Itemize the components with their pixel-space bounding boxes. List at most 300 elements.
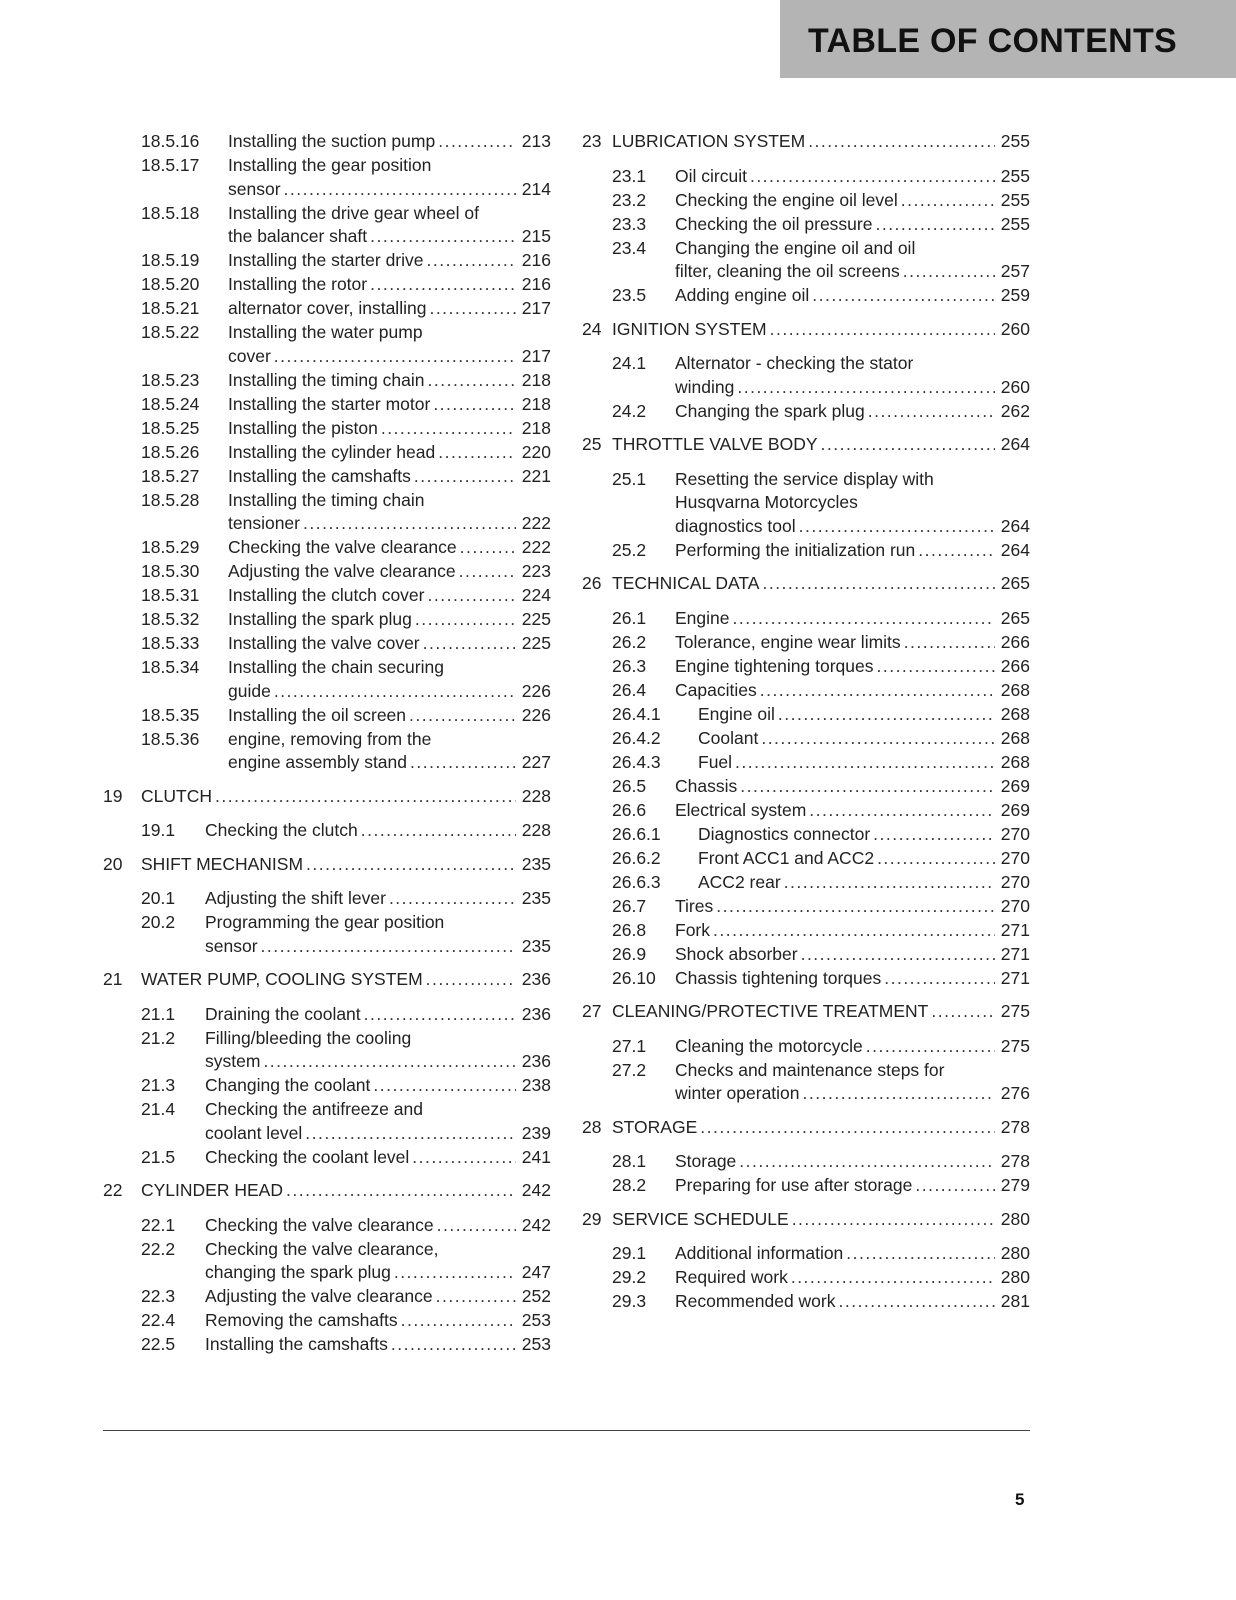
toc-page-number: 262 <box>1000 400 1030 421</box>
toc-page-number: 236 <box>521 1051 551 1071</box>
toc-section-entry[interactable] <box>103 560 551 584</box>
toc-page-number: 247 <box>521 1262 551 1282</box>
toc-section-entry[interactable] <box>103 819 551 843</box>
toc-entry-number: 29.1 <box>612 1243 647 1263</box>
toc-section-entry[interactable] <box>582 703 1030 727</box>
dot-leader <box>412 1146 516 1170</box>
toc-page-number: 266 <box>1000 631 1030 652</box>
toc-section-entry[interactable] <box>103 273 551 297</box>
toc-entry-number: 27 <box>582 1001 602 1021</box>
toc-entry-number: 26 <box>582 573 602 593</box>
dot-leader <box>427 249 516 273</box>
toc-page-number: 276 <box>1000 1083 1030 1103</box>
toc-entry-title: Chassis <box>675 775 738 796</box>
toc-section-entry[interactable] <box>582 468 1030 539</box>
toc-entry-title: Installing the piston <box>228 417 378 438</box>
toc-chapter-entry[interactable] <box>582 572 1030 596</box>
toc-entry-number: 26.4.1 <box>612 703 661 724</box>
toc-entry-title: Installing the clutch cover <box>228 585 425 605</box>
toc-entry-title: Checking the engine oil level <box>675 189 898 210</box>
toc-section-entry[interactable] <box>103 1074 551 1098</box>
toc-entry-title: system <box>205 1051 261 1071</box>
toc-section-entry[interactable] <box>103 1309 551 1333</box>
toc-page-number: 275 <box>1000 1035 1030 1056</box>
dot-leader <box>438 441 516 465</box>
toc-section-entry[interactable] <box>582 823 1030 847</box>
toc-page-number: 222 <box>521 537 551 557</box>
toc-entry-title: SERVICE SCHEDULE <box>612 1208 789 1229</box>
toc-section-entry[interactable] <box>103 704 551 728</box>
toc-section-entry[interactable] <box>103 632 551 656</box>
dot-leader <box>873 823 995 847</box>
dot-leader <box>750 165 995 189</box>
toc-entry-title: Installing the water pump <box>228 322 423 342</box>
toc-section-entry[interactable] <box>582 539 1030 563</box>
toc-entry-number: 18.5.36 <box>141 728 200 749</box>
page-number: 5 <box>1015 1490 1025 1509</box>
toc-entry-number: 18.5.35 <box>141 704 200 725</box>
dot-leader <box>901 189 995 213</box>
dot-leader <box>915 1174 995 1198</box>
toc-page-number: 242 <box>521 1214 551 1235</box>
toc-section-entry[interactable] <box>582 799 1030 823</box>
toc-section-entry[interactable] <box>103 465 551 489</box>
toc-entry-number: 21 <box>103 969 123 989</box>
toc-entry-number: 21.3 <box>141 1075 176 1095</box>
dot-leader <box>739 1150 995 1174</box>
toc-section-entry[interactable] <box>103 1333 551 1357</box>
toc-entry-title: Installing the camshafts <box>228 465 411 486</box>
toc-page-number: 225 <box>521 633 551 653</box>
toc-entry-title: Shock absorber <box>675 943 798 964</box>
toc-entry-title: sensor <box>205 935 258 956</box>
dot-leader <box>713 919 995 943</box>
toc-entry-title: alternator cover, installing <box>228 298 427 318</box>
toc-entry-title: Changing the coolant <box>205 1075 371 1095</box>
toc-page-number: 255 <box>1000 165 1030 186</box>
toc-page-number: 278 <box>1000 1116 1030 1137</box>
toc-entry-number: 20 <box>103 853 123 874</box>
dot-leader <box>760 679 995 703</box>
dot-leader <box>391 1333 516 1357</box>
toc-entry-title: STORAGE <box>612 1116 698 1137</box>
toc-section-entry[interactable] <box>103 887 551 911</box>
toc-entry-number: 26.9 <box>612 943 647 964</box>
toc-page-number: 255 <box>1000 189 1030 210</box>
toc-section-entry[interactable] <box>103 393 551 417</box>
toc-entry-number: 18.5.23 <box>141 369 200 390</box>
toc-entry-title: Checks and maintenance steps for <box>675 1059 945 1080</box>
toc-page-number: 270 <box>1000 847 1030 868</box>
toc-entry-title: Preparing for use after storage <box>675 1175 913 1195</box>
toc-entry-title: Required work <box>675 1267 788 1287</box>
toc-section-entry[interactable] <box>103 1098 551 1145</box>
toc-entry-number: 26.5 <box>612 775 647 796</box>
dot-leader <box>436 1285 516 1309</box>
toc-entry-title: CLUTCH <box>141 785 212 806</box>
toc-page-number: 239 <box>521 1122 551 1143</box>
toc-page-number: 265 <box>1000 607 1030 628</box>
toc-section-entry[interactable] <box>103 321 551 368</box>
dot-leader <box>429 297 516 321</box>
toc-section-entry[interactable] <box>582 237 1030 284</box>
toc-entry-title: Adjusting the valve clearance <box>228 561 456 581</box>
toc-entry-title: Installing the timing chain <box>228 369 425 390</box>
toc-page-number: 268 <box>1000 751 1030 772</box>
dot-leader <box>460 536 516 560</box>
toc-entry-title: Installing the starter drive <box>228 250 424 270</box>
toc-entry-number: 22.1 <box>141 1214 176 1235</box>
dot-leader <box>812 284 995 308</box>
toc-entry-number: 19.1 <box>141 820 176 840</box>
toc-entry-title: Adjusting the valve clearance <box>205 1286 433 1306</box>
toc-page-number: 264 <box>1000 515 1030 536</box>
toc-entry-title: Cleaning the motorcycle <box>675 1035 863 1056</box>
toc-page-number: 221 <box>521 465 551 486</box>
toc-section-entry[interactable] <box>582 213 1030 237</box>
toc-section-entry[interactable] <box>582 895 1030 919</box>
toc-section-entry[interactable] <box>582 1035 1030 1059</box>
toc-entry-number: 26.8 <box>612 919 647 940</box>
dot-leader <box>803 1082 995 1106</box>
dot-leader <box>305 1122 516 1146</box>
toc-entry-title: Engine <box>675 607 730 628</box>
dot-leader <box>740 775 995 799</box>
toc-section-entry[interactable] <box>582 655 1030 679</box>
toc-page-number: 279 <box>1000 1175 1030 1195</box>
dot-leader <box>904 631 995 655</box>
toc-entry-title: Draining the coolant <box>205 1003 361 1024</box>
toc-section-entry[interactable] <box>103 536 551 560</box>
toc-chapter-entry[interactable] <box>582 130 1030 154</box>
toc-entry-title: Additional information <box>675 1243 844 1263</box>
toc-entry-title: Engine oil <box>698 703 775 724</box>
toc-page-number: 270 <box>1000 871 1030 892</box>
toc-section-entry[interactable] <box>103 1285 551 1309</box>
toc-entry-number: 26.6.2 <box>612 847 661 868</box>
toc-entry-title: IGNITION SYSTEM <box>612 318 767 339</box>
dot-leader <box>389 887 516 911</box>
dot-leader <box>700 1116 995 1140</box>
toc-section-entry[interactable] <box>582 284 1030 308</box>
toc-page-number: 260 <box>1000 376 1030 397</box>
toc-page-number: 264 <box>1000 434 1030 454</box>
toc-chapter-entry[interactable] <box>103 785 551 809</box>
toc-section-entry[interactable] <box>103 369 551 393</box>
toc-entry-number: 20.2 <box>141 912 176 932</box>
dot-leader <box>215 785 516 809</box>
dot-leader <box>284 178 516 202</box>
toc-entry-title: Installing the camshafts <box>205 1334 388 1354</box>
dot-leader <box>838 1290 995 1314</box>
toc-section-entry[interactable] <box>582 352 1030 399</box>
toc-entry-number: 22.5 <box>141 1334 176 1354</box>
toc-entry-title: Installing the spark plug <box>228 609 412 629</box>
toc-section-entry[interactable] <box>582 607 1030 631</box>
toc-entry-number: 24.2 <box>612 400 647 421</box>
toc-page-number: 241 <box>521 1146 551 1167</box>
toc-section-entry[interactable] <box>582 1242 1030 1266</box>
toc-section-entry[interactable] <box>582 775 1030 799</box>
toc-entry-number: 23 <box>582 131 602 151</box>
toc-section-entry[interactable] <box>103 154 551 201</box>
toc-entry-title: Capacities <box>675 679 757 700</box>
toc-page-number: 225 <box>521 609 551 629</box>
dot-leader <box>761 727 995 751</box>
toc-entry-title: Changing the engine oil and oil <box>675 237 916 258</box>
toc-entry-number: 23.4 <box>612 237 647 258</box>
dot-leader <box>931 1000 995 1024</box>
footer-divider <box>103 1430 1030 1431</box>
toc-chapter-entry[interactable] <box>582 318 1030 342</box>
dot-leader <box>437 1214 516 1238</box>
toc-entry-number: 23.2 <box>612 189 647 210</box>
toc-section-entry[interactable] <box>103 130 551 154</box>
toc-page-number: 268 <box>1000 727 1030 748</box>
dot-leader <box>903 260 995 284</box>
toc-page-number: 227 <box>521 752 551 772</box>
toc-page-number: 214 <box>521 178 551 199</box>
toc-page-number: 270 <box>1000 895 1030 916</box>
toc-entry-title: Tolerance, engine wear limits <box>675 631 901 652</box>
toc-page-number: 255 <box>1000 213 1030 234</box>
toc-section-entry[interactable] <box>582 189 1030 213</box>
toc-page-number: 217 <box>521 345 551 366</box>
dot-leader <box>409 704 516 728</box>
dot-leader <box>428 584 517 608</box>
toc-section-entry[interactable] <box>582 943 1030 967</box>
toc-entry-title: LUBRICATION SYSTEM <box>612 131 806 151</box>
toc-section-entry[interactable] <box>103 1027 551 1074</box>
dot-leader <box>801 943 995 967</box>
toc-entry-title: Front ACC1 and ACC2 <box>698 847 875 868</box>
toc-page-number: 213 <box>521 131 551 151</box>
toc-entry-title: Recommended work <box>675 1291 836 1311</box>
toc-section-entry[interactable] <box>582 847 1030 871</box>
toc-page-number: 268 <box>1000 703 1030 724</box>
toc-page-number: 280 <box>1000 1208 1030 1229</box>
toc-entry-title: tensioner <box>228 513 300 533</box>
toc-entry-number: 26.6.3 <box>612 871 661 892</box>
toc-page-number: 253 <box>521 1334 551 1354</box>
toc-section-entry[interactable] <box>582 967 1030 991</box>
toc-section-entry[interactable] <box>103 911 551 958</box>
toc-entry-title: Removing the camshafts <box>205 1310 398 1330</box>
toc-entry-number: 23.1 <box>612 165 647 186</box>
toc-entry-number: 28.1 <box>612 1151 647 1171</box>
toc-section-entry[interactable] <box>103 297 551 321</box>
dot-leader <box>877 847 995 871</box>
dot-leader <box>394 1261 516 1285</box>
toc-entry-title: Installing the timing chain <box>228 489 425 510</box>
toc-entry-title: Filling/bleeding the cooling <box>205 1027 412 1048</box>
toc-entry-title: Programming the gear position <box>205 912 445 932</box>
toc-entry-title: changing the spark plug <box>205 1262 391 1282</box>
toc-entry-number: 20.1 <box>141 888 176 908</box>
toc-entry-number: 25 <box>582 434 602 454</box>
toc-section-entry[interactable] <box>103 728 551 775</box>
toc-page-number: 264 <box>1000 539 1030 560</box>
toc-section-entry[interactable] <box>103 1214 551 1238</box>
toc-entry-number: 18.5.18 <box>141 202 200 223</box>
toc-page-number: 218 <box>521 417 551 438</box>
dot-leader <box>381 417 516 441</box>
toc-page-number: 238 <box>521 1075 551 1095</box>
toc-entry-number: 18.5.32 <box>141 609 200 629</box>
dot-leader <box>306 853 516 877</box>
toc-page-number: 223 <box>521 561 551 581</box>
toc-section-entry[interactable] <box>582 1174 1030 1198</box>
toc-entry-number: 24 <box>582 318 602 339</box>
toc-chapter-entry[interactable] <box>582 433 1030 457</box>
toc-page-number: 216 <box>521 274 551 294</box>
toc-entry-title: Installing the gear position <box>228 155 432 175</box>
toc-page-number: 236 <box>521 1003 551 1024</box>
toc-section-entry[interactable] <box>103 202 551 249</box>
toc-page-number: 236 <box>521 969 551 989</box>
toc-section-entry[interactable] <box>582 919 1030 943</box>
toc-page-number: 271 <box>1000 919 1030 940</box>
toc-section-entry[interactable] <box>582 727 1030 751</box>
toc-entry-number: 24.1 <box>612 353 647 373</box>
toc-entry-number: 18.5.17 <box>141 155 200 175</box>
toc-section-entry[interactable] <box>582 1290 1030 1314</box>
toc-entry-title: SHIFT MECHANISM <box>141 853 304 874</box>
toc-section-entry[interactable] <box>582 631 1030 655</box>
toc-entry-number: 18.5.19 <box>141 250 200 270</box>
toc-entry-title: Resetting the service display with <box>675 468 934 489</box>
toc-page-number: 255 <box>1000 131 1030 151</box>
toc-entry-title: winter operation <box>675 1083 800 1103</box>
toc-page-number: 217 <box>521 298 551 318</box>
toc-entry-number: 26.3 <box>612 655 647 676</box>
toc-entry-title: cover <box>228 345 271 366</box>
dot-leader <box>459 560 516 584</box>
toc-section-entry[interactable] <box>103 441 551 465</box>
toc-entry-number: 22.4 <box>141 1310 176 1330</box>
toc-section-entry[interactable] <box>582 165 1030 189</box>
toc-entry-title: Installing the valve cover <box>228 633 420 653</box>
toc-section-entry[interactable] <box>103 1238 551 1285</box>
dot-leader <box>792 1208 995 1232</box>
toc-entry-title: winding <box>675 376 735 397</box>
dot-leader <box>884 967 995 991</box>
toc-entry-number: 21.5 <box>141 1146 176 1167</box>
dot-leader <box>808 130 995 154</box>
toc-page-number: 220 <box>521 441 551 462</box>
toc-entry-title: Checking the valve clearance <box>205 1214 434 1235</box>
toc-entry-number: 26.10 <box>612 967 656 988</box>
toc-entry-number: 21.1 <box>141 1003 176 1024</box>
toc-section-entry[interactable] <box>103 608 551 632</box>
toc-entry-title: Installing the chain securing <box>228 657 444 677</box>
toc-chapter-entry[interactable] <box>582 1116 1030 1140</box>
dot-leader <box>303 512 516 536</box>
toc-section-entry[interactable] <box>103 1003 551 1027</box>
toc-entry-number: 18.5.34 <box>141 657 200 677</box>
toc-page-number: 235 <box>521 853 551 874</box>
toc-entry-title: Adding engine oil <box>675 285 810 305</box>
toc-section-entry[interactable] <box>582 871 1030 895</box>
toc-section-entry[interactable] <box>103 1146 551 1170</box>
dot-leader <box>423 632 516 656</box>
toc-entry-number: 26.6.1 <box>612 823 661 844</box>
toc-right-column <box>582 130 1030 1314</box>
toc-entry-number: 22 <box>103 1180 123 1200</box>
toc-entry-number: 18.5.22 <box>141 322 200 342</box>
dot-leader <box>875 213 995 237</box>
toc-entry-title: Husqvarna Motorcycles <box>675 492 858 512</box>
toc-chapter-entry[interactable] <box>582 1000 1030 1024</box>
dot-leader <box>261 935 516 959</box>
toc-page-number: 224 <box>521 585 551 605</box>
toc-entry-number: 18.5.21 <box>141 298 200 318</box>
toc-entry-number: 18.5.16 <box>141 131 200 151</box>
toc-chapter-entry[interactable] <box>582 1208 1030 1232</box>
dot-leader <box>426 968 516 992</box>
toc-chapter-entry[interactable] <box>103 1179 551 1203</box>
dot-leader <box>410 751 516 775</box>
dot-leader <box>361 819 516 843</box>
toc-section-entry[interactable] <box>103 656 551 703</box>
toc-entry-title: Fuel <box>698 751 733 772</box>
toc-section-entry[interactable] <box>103 417 551 441</box>
toc-page-number: 226 <box>521 680 551 701</box>
toc-section-entry[interactable] <box>103 489 551 536</box>
toc-entry-title: Installing the rotor <box>228 274 368 294</box>
toc-entry-number: 25.2 <box>612 539 647 560</box>
toc-page-number: 252 <box>521 1286 551 1306</box>
toc-section-entry[interactable] <box>582 1266 1030 1290</box>
toc-entry-title: Alternator - checking the stator <box>675 353 914 373</box>
page-title: TABLE OF CONTENTS <box>808 22 1178 60</box>
toc-entry-number: 27.2 <box>612 1059 647 1080</box>
toc-entry-number: 21.2 <box>141 1027 176 1048</box>
toc-entry-number: 18.5.29 <box>141 537 200 557</box>
toc-section-entry[interactable] <box>582 751 1030 775</box>
toc-entry-title: Checking the coolant level <box>205 1146 410 1167</box>
toc-chapter-entry[interactable] <box>103 853 551 877</box>
toc-page-number: 228 <box>521 820 551 840</box>
toc-section-entry[interactable] <box>103 249 551 273</box>
toc-entry-title: Tires <box>675 895 714 916</box>
toc-chapter-entry[interactable] <box>103 968 551 992</box>
toc-entry-title: Installing the drive gear wheel of <box>228 202 479 223</box>
toc-page-number: 259 <box>1000 285 1030 305</box>
toc-entry-title: Installing the starter motor <box>228 393 431 414</box>
toc-section-entry[interactable] <box>582 400 1030 424</box>
toc-page-number: 242 <box>521 1180 551 1200</box>
toc-section-entry[interactable] <box>582 679 1030 703</box>
toc-page-number: 235 <box>521 888 551 908</box>
toc-entry-number: 22.3 <box>141 1286 176 1306</box>
dot-leader <box>868 400 995 424</box>
toc-page-number: 216 <box>521 250 551 270</box>
toc-entry-number: 26.1 <box>612 607 647 628</box>
dot-leader <box>438 130 516 154</box>
toc-section-entry[interactable] <box>582 1059 1030 1106</box>
toc-section-entry[interactable] <box>103 584 551 608</box>
toc-entry-number: 25.1 <box>612 468 647 489</box>
dot-leader <box>762 572 995 596</box>
toc-entry-number: 28 <box>582 1116 602 1137</box>
toc-entry-title: engine assembly stand <box>228 752 407 772</box>
toc-entry-number: 18.5.24 <box>141 393 200 414</box>
toc-entry-title: guide <box>228 680 271 701</box>
toc-section-entry[interactable] <box>582 1150 1030 1174</box>
toc-entry-title: TECHNICAL DATA <box>612 573 760 593</box>
toc-entry-title: filter, cleaning the oil screens <box>675 261 900 281</box>
